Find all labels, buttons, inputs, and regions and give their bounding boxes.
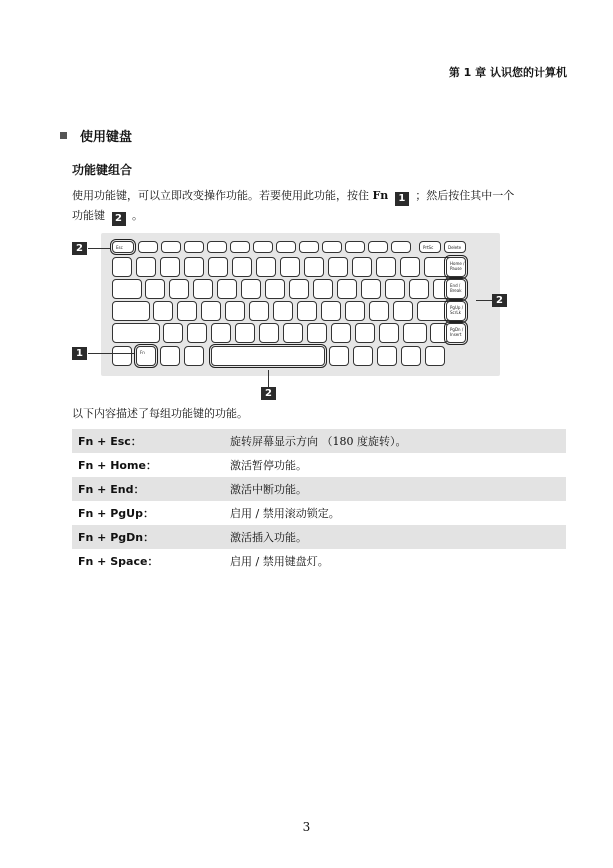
function-key: [184, 241, 204, 253]
keyboard-key: [249, 301, 269, 321]
keyboard-key: [217, 279, 237, 299]
function-key: [253, 241, 273, 253]
shift-key: [403, 323, 427, 343]
key-combo: Fn + End：: [78, 483, 145, 496]
chapter-header: 第 1 章 认识您的计算机: [448, 66, 567, 79]
keyboard-key: [337, 279, 357, 299]
ctrl-key: [353, 346, 373, 366]
function-key: [161, 241, 181, 253]
subsection-heading: 功能键组合: [72, 163, 133, 177]
keyboard-key: [145, 279, 165, 299]
keyboard-key: [163, 323, 183, 343]
keyboard-key: [289, 279, 309, 299]
keyboard-key: [169, 279, 189, 299]
keyboard-key: [280, 257, 300, 277]
delete-key: Delete: [444, 241, 466, 253]
table-row: [72, 429, 566, 453]
keyboard-key: [400, 257, 420, 277]
keyboard-key: [241, 279, 261, 299]
keyboard-key: [409, 279, 429, 299]
table-row: [72, 477, 566, 501]
keyboard-key: [235, 323, 255, 343]
key-combo: Fn + Space：: [78, 555, 159, 568]
page-number: 3: [302, 820, 311, 834]
key-combo: Fn + Home：: [78, 459, 157, 472]
keyboard-key: [283, 323, 303, 343]
home-key: Home / Pause: [446, 257, 466, 277]
keyboard-key: [256, 257, 276, 277]
function-key: [391, 241, 411, 253]
windows-key: [160, 346, 180, 366]
function-key: [276, 241, 296, 253]
keyboard-key: [136, 257, 156, 277]
keyboard-key: [328, 257, 348, 277]
table-row: [72, 453, 566, 477]
keyboard-key: [379, 323, 399, 343]
end-key: End / Break: [446, 279, 466, 299]
key-description: 启用 / 禁用键盘灯。: [230, 555, 329, 568]
keyboard-key: [265, 279, 285, 299]
key-combo: Fn + PgDn：: [78, 531, 155, 544]
function-key: [138, 241, 158, 253]
leader-line: [88, 353, 134, 354]
keyboard-key: [393, 301, 413, 321]
alt-key: [329, 346, 349, 366]
table-row: [72, 525, 566, 549]
fn-key: Fn: [136, 346, 156, 366]
function-key-table: [72, 429, 566, 573]
capslock-key: [112, 301, 150, 321]
intro-text: ；然后按住其中一个: [415, 189, 515, 202]
keyboard-key: [177, 301, 197, 321]
keyboard-key: [331, 323, 351, 343]
keyboard-key: [304, 257, 324, 277]
leader-line: [88, 248, 110, 249]
key-description: 激活中断功能。: [230, 483, 307, 496]
table-caption: 以下内容描述了每组功能键的功能。: [72, 407, 248, 420]
intro-paragraph-line1: [72, 186, 514, 206]
arrow-down-key: [401, 346, 421, 366]
keyboard-key: [385, 279, 405, 299]
leader-line: [476, 300, 492, 301]
arrow-left-key: [377, 346, 397, 366]
keyboard-key: [193, 279, 213, 299]
callout-badge: 2: [492, 294, 507, 307]
keyboard-key: [297, 301, 317, 321]
keyboard-key: [225, 301, 245, 321]
key-combo: Fn + Esc：: [78, 435, 142, 448]
callout-badge: 2: [72, 242, 87, 255]
esc-key: Esc: [112, 241, 134, 253]
keyboard-key: [321, 301, 341, 321]
pgup-key: PgUp / ScrLk: [446, 301, 466, 321]
table-row: [72, 501, 566, 525]
keyboard-key: [376, 257, 396, 277]
function-key: [207, 241, 227, 253]
table-row: [72, 549, 566, 573]
intro-text: 。: [132, 209, 143, 222]
keyboard-key: [160, 257, 180, 277]
key-description: 旋转屏幕显示方向 （180 度旋转）。: [230, 435, 407, 448]
keyboard-key: [211, 323, 231, 343]
keyboard-key: [201, 301, 221, 321]
bullet-square-icon: [60, 132, 67, 139]
keyboard-key: [369, 301, 389, 321]
ctrl-key: [112, 346, 132, 366]
callout-badge: 2: [261, 387, 276, 400]
function-key: [322, 241, 342, 253]
pgdn-key: PgDn / Insert: [446, 323, 466, 343]
keyboard-illustration: [101, 233, 500, 376]
keyboard-key: [259, 323, 279, 343]
fn-key-text: Fn: [372, 189, 389, 202]
callout-badge: 2: [112, 212, 126, 226]
intro-paragraph-line2: [72, 206, 143, 226]
arrow-right-key: [425, 346, 445, 366]
section-heading: [60, 126, 132, 145]
keyboard-key: [313, 279, 333, 299]
callout-badge: 1: [72, 347, 87, 360]
function-key: [345, 241, 365, 253]
intro-text: 功能键: [72, 209, 105, 222]
keyboard-key: [184, 257, 204, 277]
keyboard-key: [361, 279, 381, 299]
key-description: 激活插入功能。: [230, 531, 307, 544]
keyboard-key: [273, 301, 293, 321]
prtsc-key: PrtSc: [419, 241, 441, 253]
keyboard-key: [112, 257, 132, 277]
keyboard-key: [232, 257, 252, 277]
alt-key: [184, 346, 204, 366]
keyboard-key: [307, 323, 327, 343]
tab-key: [112, 279, 142, 299]
callout-badge: 1: [395, 192, 409, 206]
function-key: [230, 241, 250, 253]
function-key: [299, 241, 319, 253]
keyboard-key: [153, 301, 173, 321]
leader-line: [268, 370, 269, 387]
key-combo: Fn + PgUp：: [78, 507, 154, 520]
keyboard-key: [187, 323, 207, 343]
key-description: 启用 / 禁用滚动锁定。: [230, 507, 340, 520]
shift-key: [112, 323, 160, 343]
function-key: [368, 241, 388, 253]
section-title: 使用键盘: [80, 130, 133, 145]
keyboard-key: [208, 257, 228, 277]
key-description: 激活暂停功能。: [230, 459, 307, 472]
space-key: [211, 346, 325, 366]
keyboard-key: [355, 323, 375, 343]
keyboard-key: [352, 257, 372, 277]
keyboard-key: [345, 301, 365, 321]
intro-text: 使用功能键，可以立即改变操作功能。若要使用此功能，按住: [72, 189, 369, 202]
